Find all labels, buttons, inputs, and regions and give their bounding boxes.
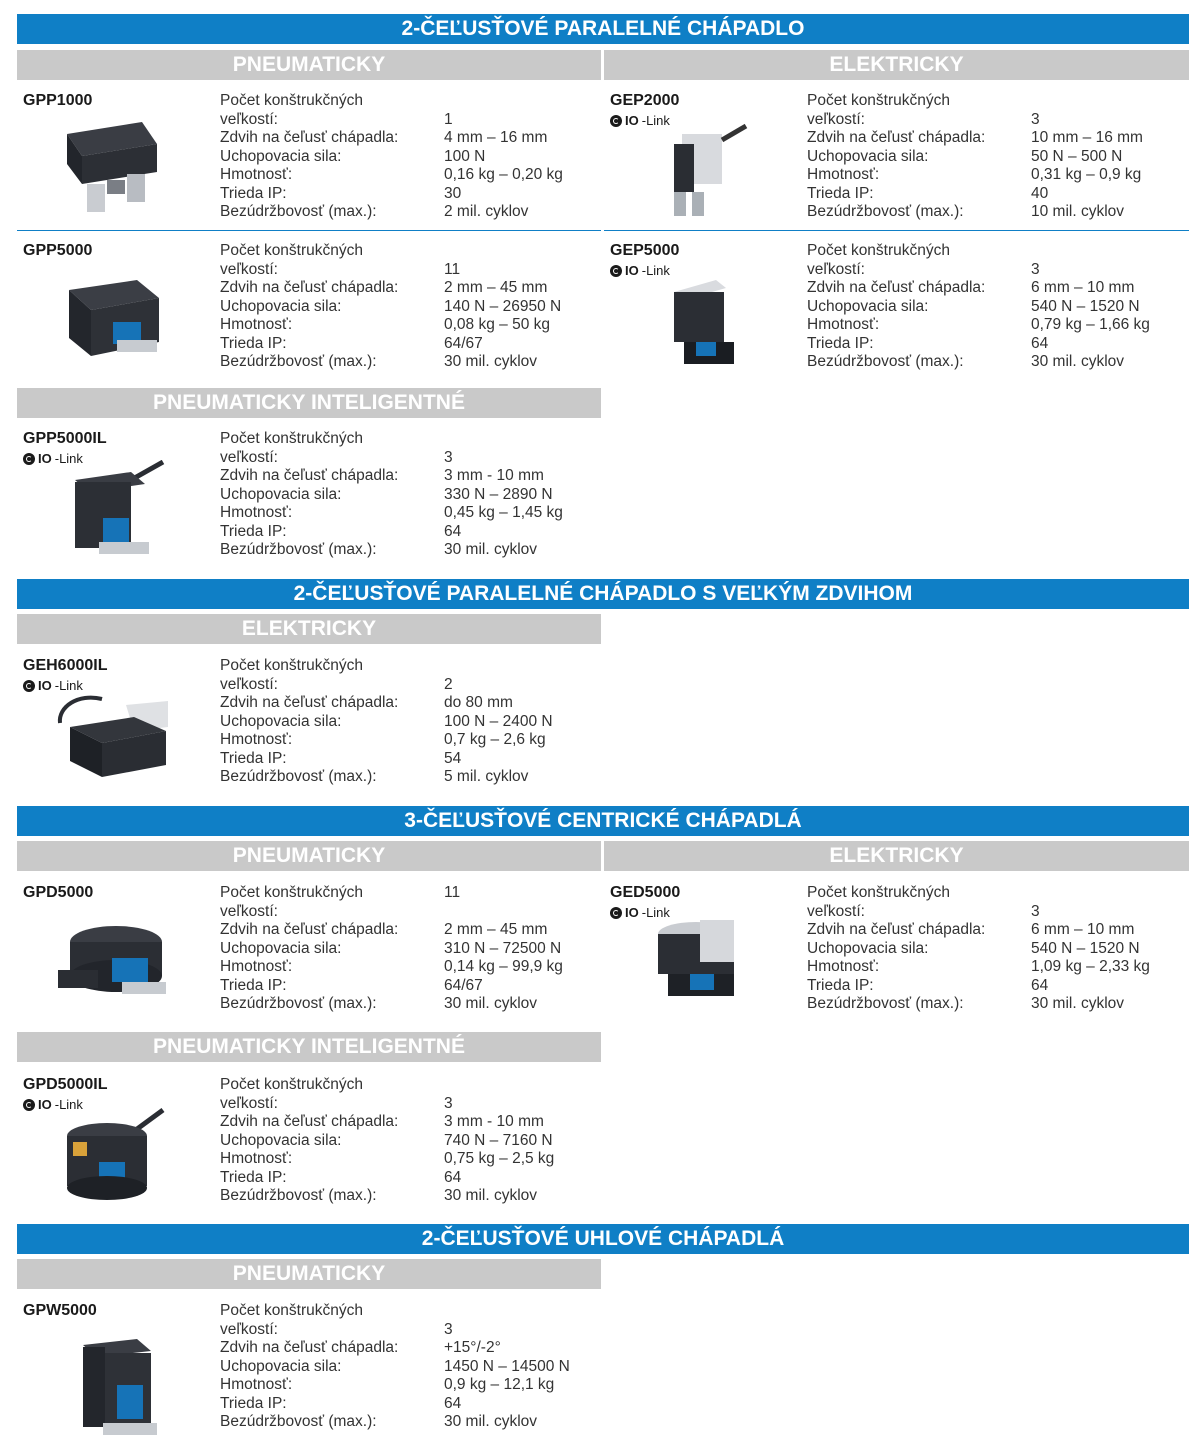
spec-value: 100 N – 2400 N — [444, 712, 553, 730]
spec-value: 1,09 kg – 2,33 kg — [1031, 958, 1150, 975]
gripper-image — [47, 1106, 167, 1206]
io-link-io: IO — [38, 451, 52, 466]
spec-label: Trieda IP: — [807, 976, 874, 994]
gripper-image — [47, 1328, 167, 1438]
subheader-pneumatic: PNEUMATICKY — [17, 841, 601, 871]
spec-value: 0,31 kg – 0,9 kg — [1031, 166, 1142, 183]
spec-label: Počet konštrukčných — [220, 242, 364, 259]
spec-label: Trieda IP: — [220, 976, 287, 994]
io-link-text: -Link — [641, 113, 670, 128]
spec-value: 40 — [1031, 184, 1049, 202]
subheader-pneumatic: PNEUMATICKY — [17, 50, 601, 80]
spec-label: Zdvih na čeľusť chápadla: — [220, 1339, 399, 1356]
spec-label: Hmotnosť: — [220, 316, 293, 333]
section-title-parallel: 2-ČEĽUSŤOVÉ PARALELNÉ CHÁPADLO — [17, 14, 1189, 44]
spec-label: Počet konštrukčných — [220, 884, 364, 901]
subheader-electric: ELEKTRICKY — [17, 614, 601, 644]
spec-value: 64 — [1031, 976, 1049, 994]
spec-label: veľkostí: — [220, 1094, 278, 1112]
subheader-pneumatic-intelligent: PNEUMATICKY INTELIGENTNÉ — [17, 388, 601, 418]
spec-label: Uchopovacia sila: — [220, 485, 342, 503]
spec-label: veľkostí: — [220, 110, 278, 128]
spec-value: 0,16 kg – 0,20 kg — [444, 166, 563, 183]
spec-list — [220, 92, 595, 222]
spec-value: 3 mm - 10 mm — [444, 467, 544, 484]
gripper-image — [47, 460, 167, 560]
subheader-electric: ELEKTRICKY — [604, 841, 1189, 871]
spec-value: 540 N – 1520 N — [1031, 297, 1140, 315]
spec-value: 6 mm – 10 mm — [1031, 279, 1135, 296]
io-link-icon — [23, 453, 35, 465]
spec-value: 0,79 kg – 1,66 kg — [1031, 316, 1150, 333]
spec-value: 30 mil. cyklov — [444, 353, 538, 370]
spec-value: 3 mm - 10 mm — [444, 1113, 544, 1130]
product-gpp5000il — [17, 430, 597, 580]
spec-label: Počet konštrukčných — [807, 884, 951, 901]
spec-value: 740 N – 7160 N — [444, 1131, 553, 1149]
spec-value: 2 mm – 45 mm — [444, 921, 548, 938]
spec-label: Uchopovacia sila: — [220, 1131, 342, 1149]
subheader-pneumatic: PNEUMATICKY — [17, 1259, 601, 1289]
io-link-io: IO — [625, 113, 639, 128]
spec-value: 1 — [444, 110, 453, 128]
spec-label: Uchopovacia sila: — [807, 147, 929, 165]
io-link-icon — [610, 115, 622, 127]
spec-value: 2 — [444, 675, 453, 693]
spec-value: 64 — [444, 1394, 462, 1412]
gripper-image — [634, 122, 754, 222]
product-gpw5000 — [17, 1302, 597, 1452]
spec-value: 330 N – 2890 N — [444, 485, 553, 503]
spec-value: 3 — [444, 448, 453, 466]
spec-list — [220, 1302, 595, 1432]
spec-label: Hmotnosť: — [220, 504, 293, 521]
spec-label: Počet konštrukčných — [220, 430, 364, 447]
spec-label: Uchopovacia sila: — [220, 712, 342, 730]
spec-label: Hmotnosť: — [807, 958, 880, 975]
io-link-icon — [23, 1099, 35, 1111]
spec-value: 64/67 — [444, 976, 483, 994]
spec-label: Počet konštrukčných — [220, 657, 364, 674]
product-name: GPP1000 — [23, 92, 93, 109]
spec-value: 30 mil. cyklov — [444, 995, 538, 1012]
spec-label: Počet konštrukčných — [220, 92, 364, 109]
spec-value: 11 — [444, 260, 461, 278]
io-link-io: IO — [38, 678, 52, 693]
io-link-io: IO — [625, 905, 639, 920]
spec-list — [220, 657, 595, 787]
spec-value: +15°/-2° — [444, 1339, 501, 1356]
spec-value: 0,45 kg – 1,45 kg — [444, 504, 563, 521]
spec-label: Hmotnosť: — [220, 731, 293, 748]
spec-list — [807, 884, 1182, 1014]
spec-label: Zdvih na čeľusť chápadla: — [220, 694, 399, 711]
spec-label: Bezúdržbovosť (max.): — [807, 995, 964, 1012]
section-title-long-stroke: 2-ČEĽUSŤOVÉ PARALELNÉ CHÁPADLO S VEĽKÝM ZDVIHOM — [17, 579, 1189, 609]
product-name: GEP2000 — [610, 92, 680, 109]
spec-label: Zdvih na čeľusť chápadla: — [220, 279, 399, 296]
io-link-text: -Link — [54, 1097, 83, 1112]
spec-label: Trieda IP: — [220, 1394, 287, 1412]
product-gpp5000 — [17, 242, 597, 392]
spec-value: 30 mil. cyklov — [1031, 353, 1125, 370]
spec-label: Zdvih na čeľusť chápadla: — [220, 129, 399, 146]
spec-value: 4 mm – 16 mm — [444, 129, 548, 146]
spec-value: 64 — [444, 522, 462, 540]
gripper-image — [47, 114, 167, 214]
spec-label: Bezúdržbovosť (max.): — [220, 1187, 377, 1204]
spec-value: 10 mil. cyklov — [1031, 203, 1125, 220]
subheader-pneumatic-intelligent: PNEUMATICKY INTELIGENTNÉ — [17, 1032, 601, 1062]
spec-label: Zdvih na čeľusť chápadla: — [807, 129, 986, 146]
spec-label: Trieda IP: — [220, 334, 287, 352]
io-link-text: -Link — [54, 678, 83, 693]
spec-value: 5 mil. cyklov — [444, 768, 529, 785]
spec-label: veľkostí: — [220, 902, 278, 920]
spec-label: Bezúdržbovosť (max.): — [220, 768, 377, 785]
spec-label: Zdvih na čeľusť chápadla: — [807, 921, 986, 938]
spec-label: Uchopovacia sila: — [220, 939, 342, 957]
gripper-image — [634, 272, 754, 372]
spec-label: Trieda IP: — [807, 184, 874, 202]
spec-label: Uchopovacia sila: — [220, 297, 342, 315]
product-name: GED5000 — [610, 884, 681, 901]
spec-label: Trieda IP: — [220, 184, 287, 202]
gripper-image — [43, 687, 173, 787]
spec-label: veľkostí: — [807, 110, 865, 128]
spec-label: veľkostí: — [220, 448, 278, 466]
spec-list — [220, 430, 595, 560]
spec-value: 0,9 kg – 12,1 kg — [444, 1376, 555, 1393]
spec-label: Hmotnosť: — [220, 958, 293, 975]
spec-label: Trieda IP: — [807, 334, 874, 352]
spec-value: 0,75 kg – 2,5 kg — [444, 1150, 555, 1167]
spec-value: 30 mil. cyklov — [1031, 995, 1125, 1012]
spec-label: veľkostí: — [807, 902, 865, 920]
io-link-icon — [23, 680, 35, 692]
product-name: GPD5000IL — [23, 1076, 108, 1093]
product-geh6000il — [17, 657, 597, 807]
product-name: GEH6000IL — [23, 657, 108, 674]
spec-value: 10 mm – 16 mm — [1031, 129, 1143, 146]
spec-value: 140 N – 26950 N — [444, 297, 562, 315]
spec-label: Zdvih na čeľusť chápadla: — [220, 921, 399, 938]
spec-label: Uchopovacia sila: — [220, 147, 342, 165]
io-link-io: IO — [38, 1097, 52, 1112]
product-ged5000 — [604, 884, 1184, 1034]
spec-label: Trieda IP: — [220, 1168, 287, 1186]
spec-label: Bezúdržbovosť (max.): — [807, 203, 964, 220]
spec-value: 100 N — [444, 147, 486, 165]
spec-value: 3 — [1031, 260, 1040, 278]
spec-label: Zdvih na čeľusť chápadla: — [220, 1113, 399, 1130]
spec-label: Uchopovacia sila: — [807, 297, 929, 315]
spec-label: Bezúdržbovosť (max.): — [220, 995, 377, 1012]
io-link-icon — [610, 907, 622, 919]
spec-value: 64 — [444, 1168, 462, 1186]
spec-value: 54 — [444, 749, 462, 767]
spec-label: veľkostí: — [807, 260, 865, 278]
gripper-image — [47, 270, 167, 370]
spec-label: veľkostí: — [220, 675, 278, 693]
product-name: GPW5000 — [23, 1302, 97, 1319]
product-gpd5000 — [17, 884, 597, 1034]
spec-value: 50 N – 500 N — [1031, 147, 1123, 165]
gripper-image — [47, 912, 177, 1012]
spec-label: Hmotnosť: — [220, 1376, 293, 1393]
spec-label: Bezúdržbovosť (max.): — [220, 203, 377, 220]
spec-label: Hmotnosť: — [220, 1150, 293, 1167]
io-link-text: -Link — [641, 905, 670, 920]
spec-label: veľkostí: — [220, 260, 278, 278]
spec-value: 30 — [444, 184, 462, 202]
spec-value: 3 — [444, 1320, 453, 1338]
spec-value: 30 mil. cyklov — [444, 1413, 538, 1430]
spec-label: Počet konštrukčných — [807, 242, 951, 259]
product-gep5000 — [604, 242, 1184, 392]
section-title-centric: 3-ČEĽUSŤOVÉ CENTRICKÉ CHÁPADLÁ — [17, 806, 1189, 836]
spec-label: Počet konštrukčných — [220, 1076, 364, 1093]
spec-value: 310 N – 72500 N — [444, 939, 562, 957]
spec-label: Zdvih na čeľusť chápadla: — [220, 467, 399, 484]
spec-label: veľkostí: — [220, 1320, 278, 1338]
spec-value: 3 — [444, 1094, 453, 1112]
spec-list — [220, 884, 595, 1014]
spec-label: Uchopovacia sila: — [807, 939, 929, 957]
spec-value: 0,14 kg – 99,9 kg — [444, 958, 563, 975]
spec-value: 2 mm – 45 mm — [444, 279, 548, 296]
spec-label: Zdvih na čeľusť chápadla: — [807, 279, 986, 296]
io-link-text: -Link — [54, 451, 83, 466]
spec-value: 540 N – 1520 N — [1031, 939, 1140, 957]
spec-value: 30 mil. cyklov — [444, 541, 538, 558]
spec-value: 0,08 kg – 50 kg — [444, 316, 550, 333]
io-link-icon — [610, 265, 622, 277]
io-link-io: IO — [625, 263, 639, 278]
spec-value: 64 — [1031, 334, 1049, 352]
product-gpd5000il — [17, 1076, 597, 1226]
spec-label: Bezúdržbovosť (max.): — [807, 353, 964, 370]
spec-value: 3 — [1031, 110, 1040, 128]
spec-list — [220, 242, 595, 372]
spec-list — [807, 242, 1182, 372]
product-gpp1000 — [17, 92, 597, 242]
spec-label: Bezúdržbovosť (max.): — [220, 353, 377, 370]
spec-label: Bezúdržbovosť (max.): — [220, 541, 377, 558]
spec-label: Uchopovacia sila: — [220, 1357, 342, 1375]
product-gep2000 — [604, 92, 1184, 242]
spec-value: 1450 N – 14500 N — [444, 1357, 570, 1375]
product-name: GPD5000 — [23, 884, 94, 901]
subheader-electric: ELEKTRICKY — [604, 50, 1189, 80]
spec-list — [220, 1076, 595, 1206]
spec-value: 3 — [1031, 902, 1040, 920]
spec-label: Hmotnosť: — [220, 166, 293, 183]
product-name: GPP5000IL — [23, 430, 107, 447]
spec-value: 2 mil. cyklov — [444, 203, 529, 220]
spec-label: Trieda IP: — [220, 749, 287, 767]
spec-label: Počet konštrukčných — [220, 1302, 364, 1319]
section-title-angular: 2-ČEĽUSŤOVÉ UHLOVÉ CHÁPADLÁ — [17, 1224, 1189, 1254]
gripper-image — [634, 914, 754, 1014]
spec-value: do 80 mm — [444, 694, 513, 711]
spec-value: 6 mm – 10 mm — [1031, 921, 1135, 938]
product-name: GPP5000 — [23, 242, 93, 259]
io-link-text: -Link — [641, 263, 670, 278]
spec-label: Hmotnosť: — [807, 166, 880, 183]
spec-list — [807, 92, 1182, 222]
spec-label: Hmotnosť: — [807, 316, 880, 333]
spec-label: Počet konštrukčných — [807, 92, 951, 109]
spec-value: 64/67 — [444, 334, 483, 352]
product-name: GEP5000 — [610, 242, 680, 259]
spec-value: 11 — [444, 884, 461, 901]
spec-label: Bezúdržbovosť (max.): — [220, 1413, 377, 1430]
spec-label: Trieda IP: — [220, 522, 287, 540]
spec-value: 30 mil. cyklov — [444, 1187, 538, 1204]
spec-value: 0,7 kg – 2,6 kg — [444, 731, 546, 748]
